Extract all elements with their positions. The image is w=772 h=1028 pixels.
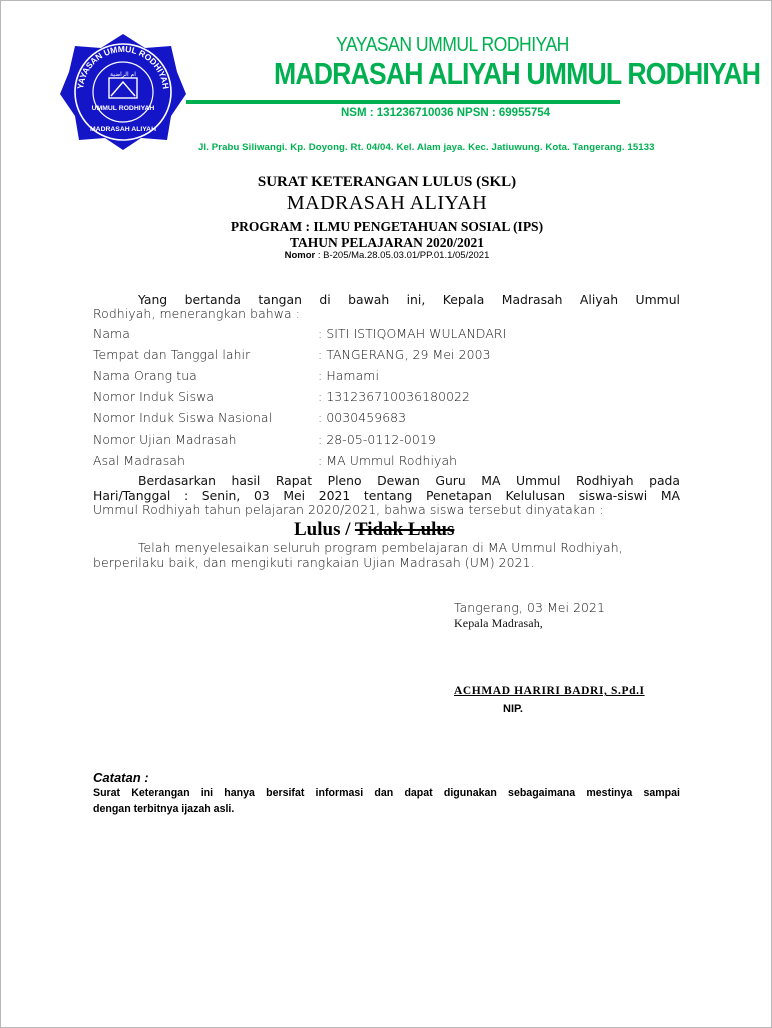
academic-year-line: TAHUN PELAJARAN 2020/2021 [289,235,484,250]
school-logo [59,32,187,152]
signatory-nip: NIP. [503,703,523,715]
intro-line-1: Yang bertanda tangan di bawah ini, Kepala Madrasah Aliyah Ummul [138,292,680,307]
logo-arabic-text: ام الراضية [110,71,136,78]
signature-place-date: Tangerang, 03 Mei 2021 [454,600,606,615]
note-heading: Catatan : [93,770,149,785]
closing-line-1: Telah menyelesaikan seluruh program pembelajaran di MA Ummul Rodhiyah, [138,540,623,555]
field-label-origin-school: Asal Madrasah [93,453,185,468]
document-subtitle: MADRASAH ALIYAH [286,192,488,214]
document-number-label: Nomor [284,250,316,261]
logo-text-bottom: MADRASAH ALIYAH [90,126,156,133]
school-name: MADRASAH ALIYAH UMMUL RODHIYAH [274,56,761,91]
program-line: PROGRAM : ILMU PENGETAHUAN SOSIAL (IPS) [230,219,544,234]
field-value-exam-number: : 28-05-0112-0019 [318,432,436,447]
decision-line-1: Berdasarkan hasil Rapat Pleno Dewan Guru MA Ummul Rodhiyah pada [138,473,680,488]
field-label-nisn: Nomor Induk Siswa Nasional [93,410,273,425]
field-label-exam-number: Nomor Ujian Madrasah [93,432,237,447]
header-divider [186,100,620,104]
signatory-name: ACHMAD HARIRI BADRI, S.Pd.I [454,685,645,697]
result-lulus: Lulus / [294,519,355,540]
closing-line-2: berperilaku baik, dan mengikuti rangkaian Ujian Madrasah (UM) 2021. [93,555,535,570]
school-address: Jl. Prabu Siliwangi. Kp. Doyong. Rt. 04/04. Kel. Alam jaya. Kec. Jatiuwung. Kota. Tangerang. 15133 [198,142,655,153]
field-label-birth: Tempat dan Tanggal lahir [93,347,251,362]
document-number [1,250,772,261]
field-label-nama: Nama [93,326,130,341]
school-nsm-npsn: NSM : 131236710036 NPSN : 69955754 [341,107,551,119]
field-label-parent: Nama Orang tua [93,368,197,383]
document-title: SURAT KETERANGAN LULUS (SKL) [257,174,517,190]
note-line-2: dengan terbitnya ijazah asli. [93,803,235,815]
signature-position: Kepala Madrasah, [454,616,543,630]
graduation-result [294,519,454,541]
document-number-value: : B-205/Ma.28.05.03.01/PP.01.1/05/2021 [315,250,490,261]
foundation-name: YAYASAN UMMUL RODHIYAH [336,34,569,56]
result-tidak-lulus-struck: Tidak Lulus [354,519,455,540]
intro-line-2: Rodhiyah, menerangkan bahwa : [93,306,300,321]
field-value-nisn: : 0030459683 [318,410,407,425]
note-line-1: Surat Keterangan ini hanya bersifat informasi dan dapat digunakan sebagaimana mestinya sampai [93,787,680,799]
field-value-parent: : Hamami [318,368,379,383]
decision-line-3: Ummul Rodhiyah tahun pelajaran 2020/2021, bahwa siswa tersebut dinyatakan : [93,502,604,517]
field-value-nama: : SITI ISTIQOMAH WULANDARI [318,326,507,341]
logo-text-middle: UMMUL RODHIYAH [91,105,155,112]
field-label-nis: Nomor Induk Siswa [93,389,215,404]
decision-line-2: Hari/Tanggal : Senin, 03 Mei 2021 tentang Penetapan Kelulusan siswa-siswi MA [93,488,680,503]
field-value-nis: : 131236710036180022 [318,389,471,404]
logo-text-top: YAYASAN UMMUL RODHIYAH [75,43,171,90]
field-value-birth: : TANGERANG, 29 Mei 2003 [318,347,491,362]
field-value-origin-school: : MA Ummul Rodhiyah [318,453,458,468]
